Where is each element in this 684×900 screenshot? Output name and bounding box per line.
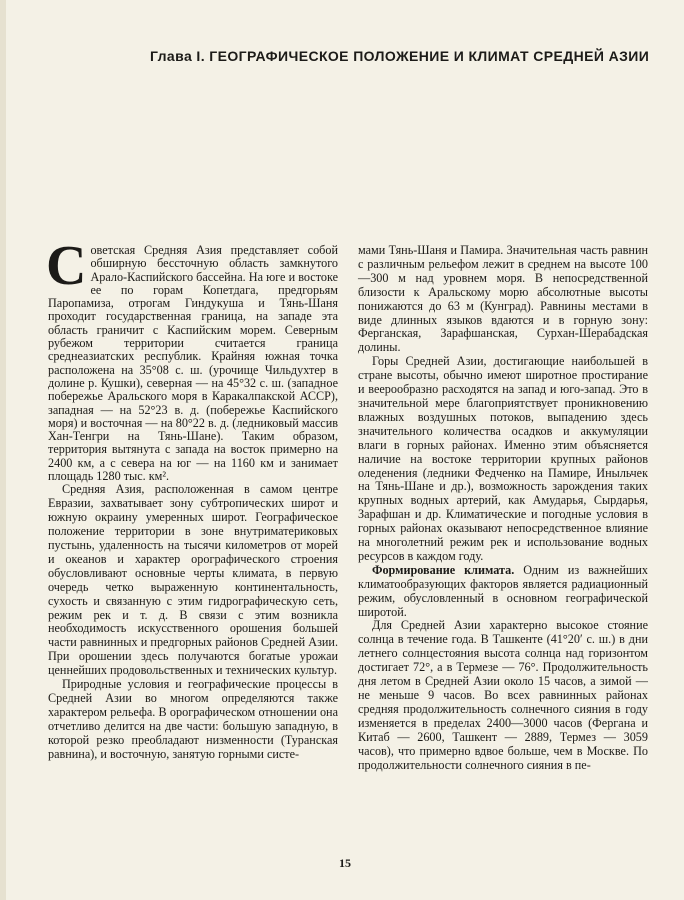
chapter-title: Глава I. ГЕОГРАФИЧЕСКОЕ ПОЛОЖЕНИЕ И КЛИМАТ СРЕДНЕЙ АЗИИ bbox=[150, 48, 650, 64]
page-number: 15 bbox=[339, 856, 351, 870]
paragraph-plains: мами Тянь-Шаня и Памира. Значительная часть равнин с различным рельефом лежит в среднем на высоте 100—300 м над уровнем моря. В непосредственной близости к Аральскому морю абсолютные высоты понижаются до 63 м (Кунград). Равнины местами в виде длинных языков вдаются и в горную зону: Ферганская, Зарафшанская, Сурхан-Шерабадская долины. bbox=[358, 243, 648, 355]
paragraph-position: Средняя Азия, расположенная в самом центре Евразии, захватывает зону субтропических широт и южную окраину умеренных широт. Географическое положение территории в зоне внутриматериковых пустынь, удаленность на тысячи километров от морей и океанов и характер орографического строения обусловливают основные черты климата, в первую очередь четко выраженную континентальность, сухость и связанную с этим гидрографическую сеть, режим рек и т. д. В связи с этим возникла необходимость искусственного орошения большей части равнинных и предгорных районов Средней Азии. При орошении здесь получаются богатые урожаи ценнейших продовольственных и технических культур. bbox=[48, 482, 338, 678]
paragraph-intro-text: оветская Средняя Азия представляет собой обширную бессточную область замкнутого Арало-Каспийского бассейна. На юге и востоке ее по горам Копетдага, предгорьям Паропамиза, отрогам Гиндукуша и Тянь-Шаня проходит государственная граница, на западе эта область граничит с Каспийским морем. Северным рубежом территории считается граница среднеазиатских республик. Крайняя южная точка расположена на 35°08 с. ш. (урочище Чильдухтер в долине р. Кушки), северная — на 45°32 с. ш. (западное побережье Аральского моря в Каракалпакской АССР), западная — на 52°23 в. д. (побережье Каспийского моря) и восточная — на 80°22 в. д. (ледниковый массив Хан-Тенгри на Тянь-Шане). Таким образом, территория вытянута с запада на восток примерно на 2400 км, а с севера на юг — на 1160 км и занимает площадь 1280 тыс. км². bbox=[48, 243, 338, 484]
paragraph-climate-formation bbox=[358, 564, 648, 620]
drop-cap-letter: С bbox=[46, 235, 87, 297]
paragraph-mountains: Горы Средней Азии, достигающие наибольшей в стране высоты, обычно имеют широтное простирание и веерообразно расходятся на запад и юго-запад. Это в значительной мере благоприятствует проникновению влажных воздушных потоков, выпадению здесь значительного количества осадков и аккумуляции влаги в горных районах. Именно этим объясняется наличие на востоке территории крупных районов оледенения (ледники Федченко на Памире, Иныльчек на Тянь-Шане и др.), возможность зарождения таких крупных водных артерий, как Амударья, Сырдарья, Зарафшан и др. Климатические и погодные условия в горных районах оказывают непосредственное влияние на многолетний режим рек и использование водных ресурсов в каждом году. bbox=[358, 354, 648, 563]
right-column bbox=[358, 244, 648, 772]
paragraph-sunshine: Для Средней Азии характерно высокое стояние солнца в течение года. В Ташкенте (41°20′ с. ш.) в дни летнего солнцестояния высота солнца над горизонтом достигает 72°, а в Термезе — 76°. Продолжительность дня летом в Средней Азии около 15 часов, а зимой — не меньше 9 часов. Во всех равнинных районах средняя продолжительность солнечного сияния в году изменяется в пределах 2400—3000 часов (Фергана и Китаб — 2600, Ташкент — 2889, Термез — 3059 часов), что примерно вдвое больше, чем в Москве. По продолжительности солнечного сияния в пе- bbox=[358, 618, 648, 772]
paragraph-climate-formation-text: Одним из важнейших климатообразующих факторов является радиационный режим, обусловленный в основном географической широтой. bbox=[358, 562, 648, 619]
paragraph-relief: Природные условия и географические процессы в Средней Азии во многом определяются также характером рельефа. В орографическом отношении она отчетливо делится на две части: большую западную, в которой резко преобладают низменности (Туранская равнина), и восточную, занятую горными систе- bbox=[48, 677, 338, 761]
paragraph-intro bbox=[46, 235, 338, 484]
left-column bbox=[46, 235, 338, 761]
section-heading-climate: Формирование климата. bbox=[372, 562, 515, 577]
page-edge-shadow bbox=[0, 0, 6, 900]
